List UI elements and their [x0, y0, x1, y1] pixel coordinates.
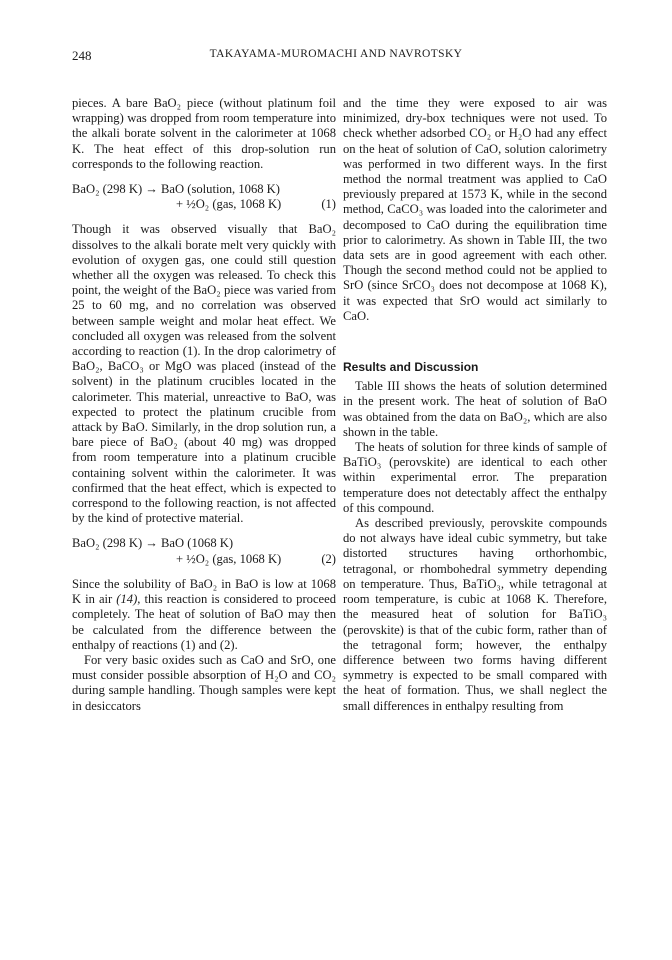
paragraph-text: , this reaction is considered to proceed completely. The heat of solution of BaO may then be calculated from the difference between the enthalpy of reactions (1) and (2).: [72, 592, 337, 652]
paragraph-text: Since the solubility of BaO₂ in BaO is low at 1068 K in air: [72, 576, 336, 607]
paragraph: Though it was observed visually that BaO₂ dissolves to the alkali borate melt very quickly with evolution of oxygen gas, one could still question whether all the oxygen was released. To check this point, the weight of the BaO₂ piece was varied from 25 to 60 mg, and no correlation was observed between sample weight and molar heat effect. We concluded all oxygen was released from the solvent according to reaction (1). In the drop calorimetry of BaO₂, BaCO₃ or MgO was placed (instead of the solvent) in the platinum crucibles located in the calorimeter. This material, unreactive to BaO, was expected to protect the platinum crucible from attack by BaO. Similarly, in the drop solution run, a bare piece of BaO₂ (about 40 mg) was dropped from room temperature into a platinum crucible containing solvent within the calorimeter. It was confirmed that the heat effect, which is expected to correspond to the following reaction, is not affected by the kind of protective material.: [72, 222, 336, 526]
right-column: [343, 96, 607, 714]
equation-line: [72, 552, 336, 567]
paragraph: The heats of solution for three kinds of sample of BaTiO₃ (perovskite) are identical to each other within experimental error. The preparation temperature does not detectably affect the enthalpy of this compound.: [343, 440, 607, 515]
paragraph: [72, 577, 336, 653]
equation-2: [72, 536, 336, 566]
left-column: [72, 96, 336, 714]
paragraph: pieces. A bare BaO₂ piece (without platinum foil wrapping) was dropped from room temperature into the alkali borate solvent in the calorimeter at 1068 K. The heat effect of this drop-solution run corresponds to the following reaction.: [72, 96, 336, 171]
running-head: TAKAYAMA-MUROMACHI AND NAVROTSKY: [209, 48, 463, 60]
equation-line: BaO₂ (298 K) → BaO (1068 K): [72, 536, 234, 551]
page-header: [0, 48, 672, 68]
equation-text: + ½O₂ (gas, 1068 K): [176, 197, 282, 212]
equation-number: (2): [321, 551, 336, 566]
citation-reference: (14): [116, 592, 138, 607]
paragraph: As described previously, perovskite compounds do not always have ideal cubic symmetry, but take distorted structures having orthorhombic, tetragonal, or rhombohedral symmetry depending on temperature. Thus, BaTiO₃, while tetragonal at room temperature, is cubic at 1068 K. Therefore, the measured heat of solution for BaTiO₃ (perovskite) is that of the cubic form, rather than of the tetragonal form; however, the enthalpy difference between two forms having different symmetry is expected to be small compared with the heat of formation. Thus, we shall neglect the small differences in enthalpy resulting from: [343, 516, 607, 713]
page-number: 248: [72, 48, 92, 63]
paragraph: For very basic oxides such as CaO and SrO, one must consider possible absorption of H₂O and CO₂ during sample handling. Though samples were kept in desiccators: [72, 652, 336, 713]
equation-line: BaO₂ (298 K) → BaO (solution, 1068 K): [72, 182, 280, 197]
equation-text: + ½O₂ (gas, 1068 K): [176, 551, 282, 566]
paragraph: and the time they were exposed to air was minimized, dry-box techniques were not used. To check whether adsorbed CO₂ or H₂O had any effect on the heat of solution of CaO, solution calorimetry was performed in two different ways. In the first method the normal treatment was applied to CaO previously prepared at 1573 K, while in the second method, CaCO₃ was loaded into the calorimeter and decomposed to CaO during the equilibration time prior to calorimetry. As shown in Table III, the two data sets are in good agreement with each other. Though the second method could not be applied to SrO (since SrCO₃ does not decompose at 1068 K), it was expected that SrO would act similarly to CaO.: [343, 96, 607, 323]
equation-1: [72, 182, 336, 212]
paragraph: Table III shows the heats of solution determined in the present work. The heat of solution of BaO was obtained from the data on BaO₂, which are also shown in the table.: [343, 379, 607, 439]
equation-number: (1): [321, 197, 336, 212]
equation-line: [72, 197, 336, 212]
section-heading: Results and Discussion: [343, 360, 479, 375]
